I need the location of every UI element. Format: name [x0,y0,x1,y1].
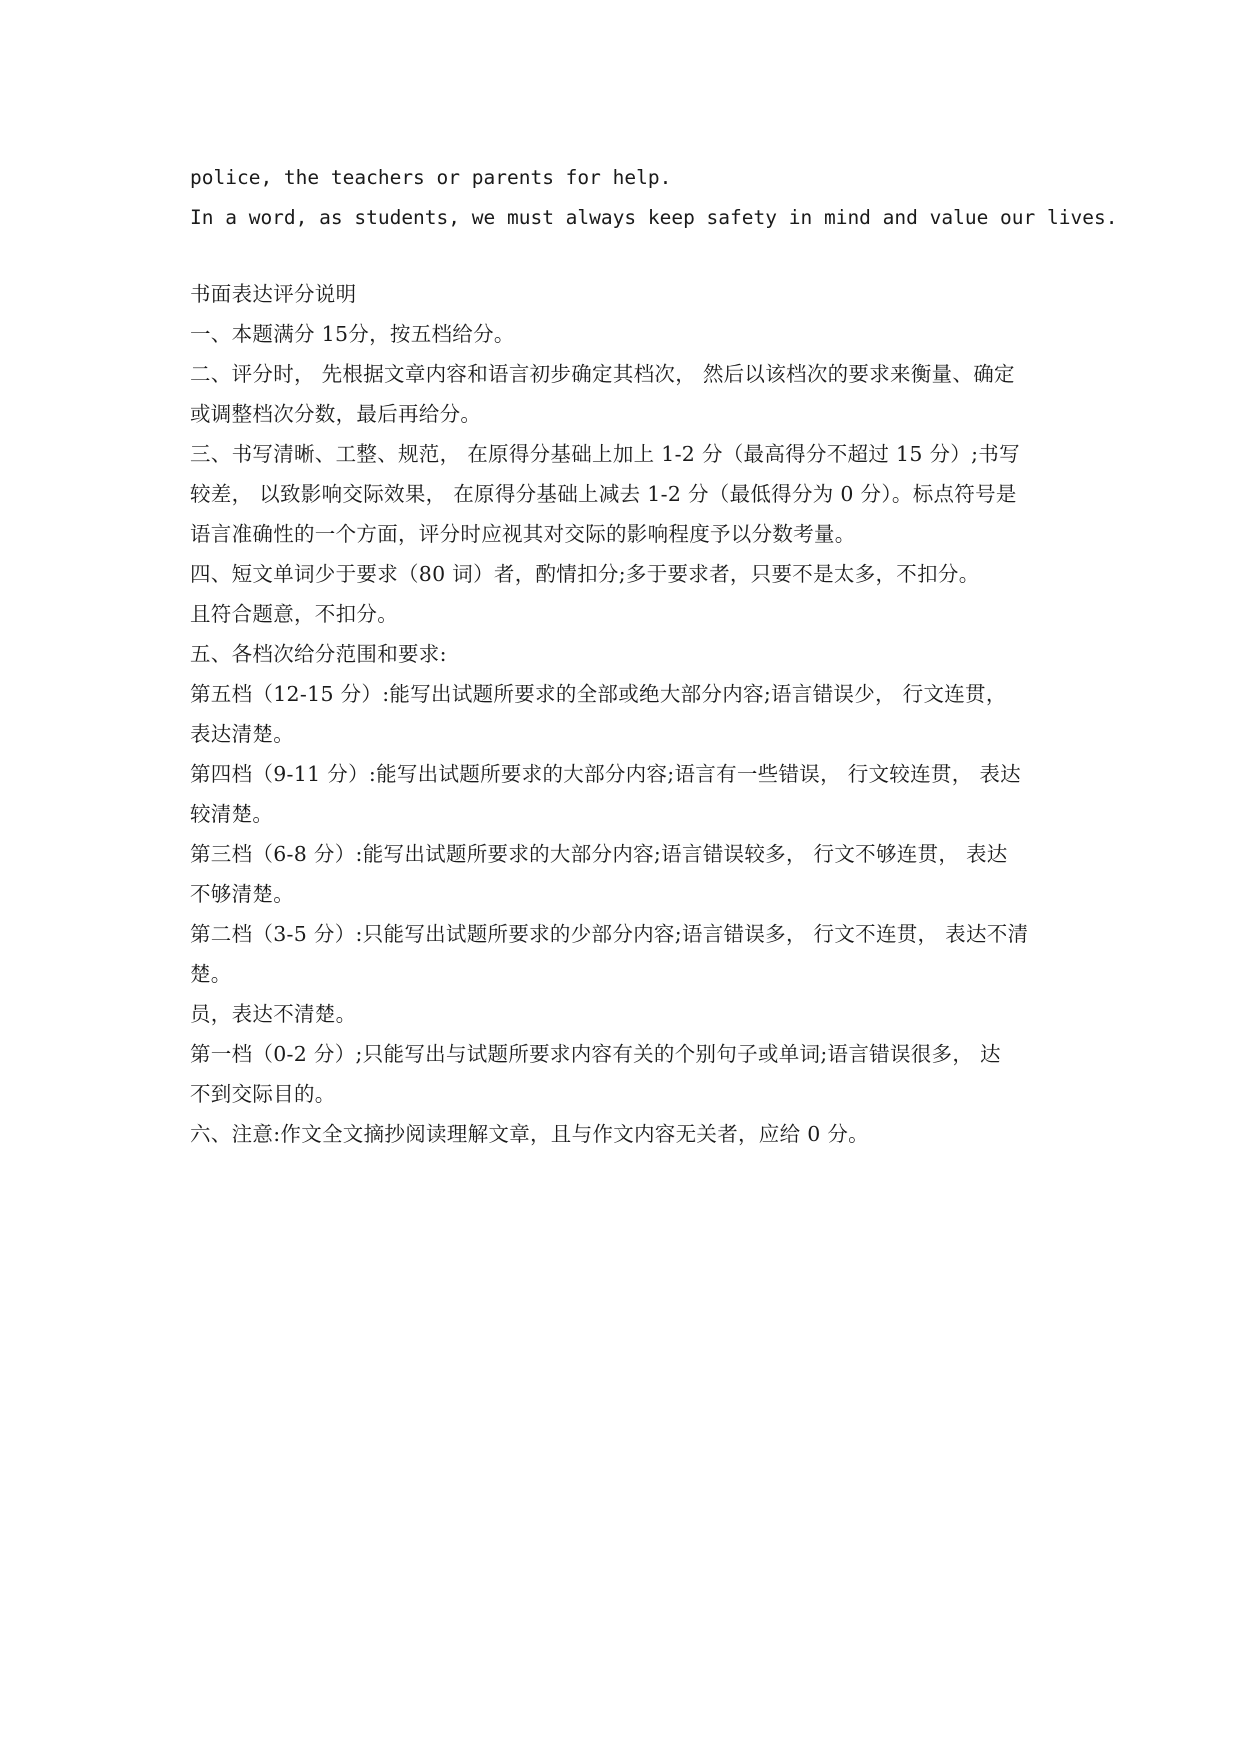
rubric-line: 第二档（3-5 分）:只能写出试题所要求的少部分内容;语言错误多， 行文不连贯， 表达不清 [190,922,1029,946]
rubric-line: 或调整档次分数，最后再给分。 [190,402,482,426]
rubric-line: 表达清楚。 [190,722,294,746]
rubric-line: 第四档（9-11 分）:能写出试题所要求的大部分内容;语言有一些错误， 行文较连贯， 表达 [190,762,1021,786]
rubric-line: 较差， 以致影响交际效果， 在原得分基础上减去 1-2 分（最低得分为 0 分）。标点符号是 [190,482,1017,506]
rubric-line: 五、各档次给分范围和要求: [190,642,447,666]
rubric-line: 第五档（12-15 分）:能写出试题所要求的全部或绝大部分内容;语言错误少， 行文连贯， [190,682,1007,706]
rubric-line: 六、注意:作文全文摘抄阅读理解文章，且与作文内容无关者，应给 0 分。 [190,1122,869,1146]
rubric-line: 第三档（6-8 分）:能写出试题所要求的大部分内容;语言错误较多， 行文不够连贯， 表达 [190,842,1008,866]
essay-line: In a word, as students, we must always keep safety in mind and value our lives. [190,206,1118,229]
rubric-line: 第一档（0-2 分）;只能写出与试题所要求内容有关的个别句子或单词;语言错误很多， 达 [190,1042,1001,1066]
rubric-line: 不到交际目的。 [190,1082,336,1106]
rubric-line: 二、评分时， 先根据文章内容和语言初步确定其档次， 然后以该档次的要求来衡量、确定 [190,362,1015,386]
rubric-line: 四、短文单词少于要求（80 词）者，酌情扣分;多于要求者，只要不是太多，不扣分。 [190,562,980,586]
essay-line: police, the teachers or parents for help. [190,166,672,189]
rubric-line: 一、本题满分 15分，按五档给分。 [190,322,515,346]
rubric-line: 不够清楚。 [190,882,294,906]
paragraph-gap [190,238,1070,274]
rubric-line: 且符合题意，不扣分。 [190,602,398,626]
rubric-line: 语言准确性的一个方面，评分时应视其对交际的影响程度予以分数考量。 [190,522,856,546]
rubric-line: 三、书写清晰、工整、规范， 在原得分基础上加上 1-2 分（最高得分不超过 15 分）;书写 [190,442,1020,466]
rubric-line: 楚。 [190,962,232,986]
document-content [190,158,1118,1154]
rubric-line: 较清楚。 [190,802,274,826]
rubric-line: 员，表达不清楚。 [190,1002,357,1026]
rubric-title: 书面表达评分说明 [190,282,357,306]
